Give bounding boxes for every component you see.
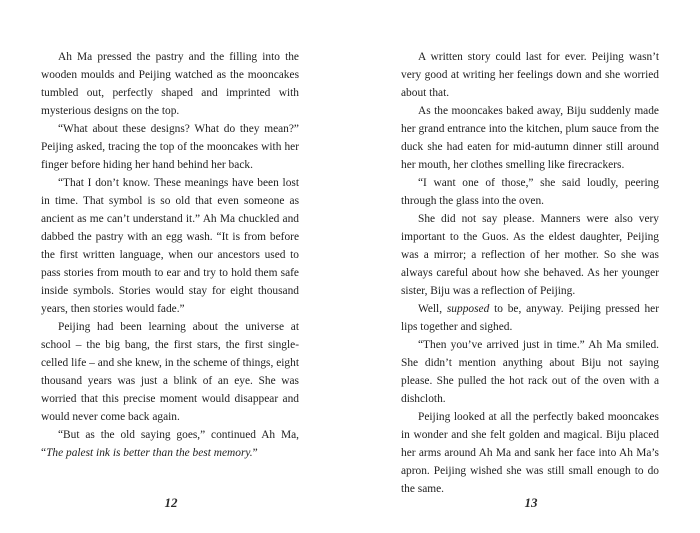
page-number-left: 12 [164, 495, 178, 510]
right-page [401, 48, 659, 498]
paragraph: As the mooncakes baked away, Biju suddenly made her grand entrance into the kitchen, plum sauce from the duck she had eaten for mid-autumn dinner still around her mouth, her clothes smelling like firecrackers. [401, 105, 659, 171]
italic-quote: The palest ink is better than the best memory. [46, 447, 253, 459]
paragraph: Peijing had been learning about the universe at school – the big bang, the first stars, the first single-celled life – and she knew, in the scheme of things, eight thousand years was just a blink of an eye. She was worried that this precise moment would disappear and would never come back again. [41, 321, 299, 423]
text-run: Well, [418, 303, 447, 315]
paragraph: A written story could last for ever. Peijing wasn’t very good at writing her feelings down and she worried about that. [401, 51, 659, 99]
paragraph: “Then you’ve arrived just in time.” Ah Ma smiled. She didn’t mention anything about Biju not saying please. She pulled the hot rack out of the oven with a dishcloth. [401, 339, 659, 405]
paragraph: Ah Ma pressed the pastry and the filling into the wooden moulds and Peijing watched as the mooncakes tumbled out, perfectly shaped and imprinted with mysterious designs on the top. [41, 51, 299, 117]
left-page [41, 48, 299, 462]
paragraph: “That I don’t know. These meanings have been lost in time. That symbol is so old that even someone as ancient as me can’t understand it.” Ah Ma chuckled and dabbed the pastry with an egg wash. “It is from before the first written language, when our ancestors used to pass stories from mouth to ear and try to hold them safe inside symbols. Stories would stay for eight thousand years, then stories would fade.” [41, 177, 299, 315]
paragraph: Peijing looked at all the perfectly baked mooncakes in wonder and she felt golden and magical. Biju placed her arms around Ah Ma and sank her face into Ah Ma’s apron. Peijing wished she was still small enough to do the same. [401, 411, 659, 495]
page-number-right: 13 [524, 495, 538, 510]
paragraph-saying [41, 426, 299, 462]
text-run: “But as the old saying goes,” continued Ah Ma, “ [41, 429, 299, 459]
text-run: to be, anyway. Peijing pressed her lips together and sighed. [401, 303, 660, 333]
paragraph: “I want one of those,” she said loudly, peering through the glass into the oven. [401, 177, 659, 207]
italic-word: supposed [446, 303, 490, 315]
text-run: ” [252, 447, 258, 459]
paragraph: “What about these designs? What do they mean?” Peijing asked, tracing the top of the mooncakes with her finger before hiding her hand behind her back. [41, 123, 299, 171]
paragraph-supposed [401, 300, 659, 336]
paragraph: She did not say please. Manners were also very important to the Guos. As the eldest daughter, Peijing was a mirror; a reflection of her mother. So she was always careful about how she behaved. As her younger sister, Biju was a reflection of Peijing. [401, 213, 659, 297]
